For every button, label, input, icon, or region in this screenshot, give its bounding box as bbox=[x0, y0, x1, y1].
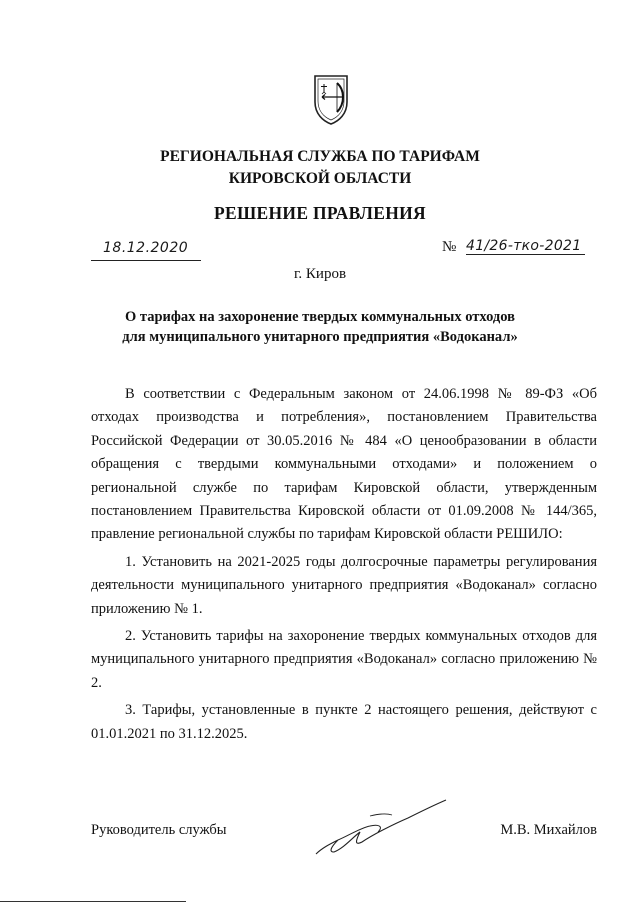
subject-line2: для муниципального унитарного предприятия «Водоканал» bbox=[122, 329, 518, 345]
city-label: г. Киров bbox=[293, 266, 347, 282]
decision-item-1: 1. Установить на 2021-2025 годы долгосрочные параметры регулирования деятельности муниципального унитарного предприятия «Водоканал» согласно приложению № 1. bbox=[91, 553, 597, 617]
subject-line1: О тарифах на захоронение твердых коммунальных отходов bbox=[125, 309, 515, 325]
document-type-title: РЕШЕНИЕ ПРАВЛЕНИЯ bbox=[214, 203, 426, 223]
signature-block bbox=[91, 822, 597, 844]
document-number-field bbox=[442, 236, 602, 260]
coat-of-arms-icon bbox=[311, 72, 351, 126]
date-field bbox=[91, 238, 201, 261]
preamble-paragraph: В соответствии с Федеральным законом от 24.06.1998 № 89-ФЗ «Об отходах производства и потребления», постановлением Правительства Российской Федерации от 30.05.2016 № 484 «О ценообразовании в области обращения с твердыми коммунальными отходами» и положением о региональной службе по тарифам Кировской области, утвержденным постановлением Правительства Кировской области от 01.09.2008 № 144/365, правление региональной службы по тарифам Кировской области РЕШИЛО: bbox=[91, 386, 597, 543]
document-body bbox=[91, 383, 597, 746]
handwritten-date: 18.12.2020 bbox=[103, 240, 189, 256]
handwritten-number: 41/26-тко-2021 bbox=[466, 238, 585, 255]
footnote-separator bbox=[0, 901, 186, 902]
decision-item-3: 3. Тарифы, установленные в пункте 2 настоящего решения, действуют с 01.01.2021 по 31.12.2025. bbox=[91, 702, 597, 742]
decision-item-2: 2. Установить тарифы на захоронение твердых коммунальных отходов для муниципального унитарного предприятия «Водоканал» согласно приложению № 2. bbox=[91, 628, 597, 691]
signatory-name: М.В. Михайлов bbox=[500, 822, 597, 838]
org-name-line1: РЕГИОНАЛЬНАЯ СЛУЖБА ПО ТАРИФАМ bbox=[160, 148, 480, 165]
org-name-line2: КИРОВСКОЙ ОБЛАСТИ bbox=[228, 170, 412, 187]
signatory-title: Руководитель службы bbox=[91, 822, 227, 838]
number-sign: № bbox=[442, 239, 457, 255]
